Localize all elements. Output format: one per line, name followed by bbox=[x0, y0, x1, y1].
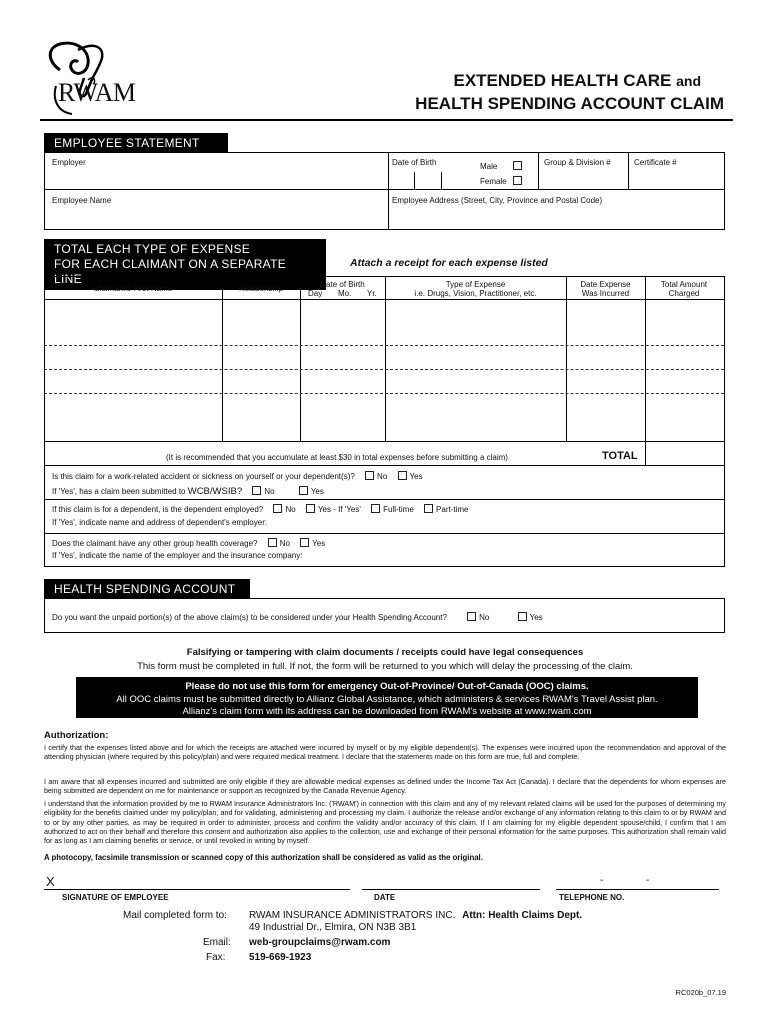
title-and: and bbox=[676, 73, 701, 89]
date-line[interactable] bbox=[362, 889, 540, 890]
form-title-line2: HEALTH SPENDING ACCOUNT CLAIM bbox=[415, 94, 724, 113]
q2-text: If this claim is for a dependent, is the dependent employed? No Yes - If 'Yes' Full-time Part-time bbox=[52, 505, 469, 514]
q1-text: Is this claim for a work-related accident or sickness on yourself or your dependent(s)? No Yes bbox=[52, 472, 423, 481]
mail-address: 49 Industrial Dr., Elmira, ON N3B 3B1 bbox=[249, 922, 417, 933]
title-rule bbox=[40, 119, 733, 121]
email-label: Email: bbox=[203, 937, 231, 948]
col-total-1: Total Amount bbox=[660, 280, 708, 289]
q1-sub-yes-checkbox[interactable] bbox=[299, 486, 308, 495]
photocopy-note: A photocopy, facsimile transmission or scanned copy of this authorization shall be considered as valid as the original. bbox=[44, 853, 483, 862]
recommendation-note: (It is recommended that you accumulate at least $30 in total expenses before submitting a claim) bbox=[166, 453, 508, 462]
col-relationship: Relationship bbox=[238, 284, 284, 293]
col-mo: Mo. bbox=[338, 289, 352, 298]
expenses-header: TOTAL EACH TYPE OF EXPENSE FOR EACH CLAIMANT ON A SEPARATE LINE bbox=[44, 239, 326, 290]
group-division-label: Group & Division # bbox=[544, 158, 611, 167]
q1-sub-no-checkbox[interactable] bbox=[252, 486, 261, 495]
complete-notice: This form must be completed in full. If not, the form will be returned to you which will delay the processing of the claim. bbox=[137, 661, 633, 672]
q3-sub: If 'Yes', indicate the name of the employer and the insurance company: bbox=[52, 551, 303, 560]
phone-label: TELEPHONE NO. bbox=[559, 893, 625, 902]
dob-label: Date of Birth bbox=[392, 158, 437, 167]
q1-no-checkbox[interactable] bbox=[365, 471, 374, 480]
signature-line[interactable] bbox=[44, 889, 350, 890]
female-checkbox[interactable] bbox=[513, 176, 522, 185]
q1-yes-checkbox[interactable] bbox=[398, 471, 407, 480]
col-day: Day bbox=[308, 289, 323, 298]
col-date-2: Was Incurred bbox=[581, 289, 630, 298]
employee-name-label: Employee Name bbox=[52, 196, 112, 205]
hsa-yes-checkbox[interactable] bbox=[518, 612, 527, 621]
form-title-line1 bbox=[454, 71, 702, 91]
employee-statement-header: EMPLOYEE STATEMENT bbox=[44, 133, 228, 153]
col-claimant: Claimant's First Name bbox=[93, 284, 173, 293]
logo-text: RWAM bbox=[58, 78, 136, 107]
male-option[interactable]: Male bbox=[480, 161, 525, 171]
expense-row-divider bbox=[44, 369, 724, 370]
male-checkbox[interactable] bbox=[513, 161, 522, 170]
female-option[interactable]: Female bbox=[480, 176, 525, 186]
phone-line[interactable] bbox=[556, 889, 719, 890]
total-label: TOTAL bbox=[602, 450, 638, 462]
q3-text: Does the claimant have any other group health coverage? No Yes bbox=[52, 539, 326, 548]
authorization-title: Authorization: bbox=[44, 730, 109, 741]
falsify-warning: Falsifying or tampering with claim documents / receipts could have legal consequences bbox=[186, 647, 584, 658]
q3-yes-checkbox[interactable] bbox=[300, 538, 309, 547]
fax-value: 519-669-1923 bbox=[249, 952, 312, 963]
col-yr: Yr. bbox=[367, 289, 377, 298]
authorization-p3: I understand that the information provided by me to RWAM Insurance Administrators Inc. ('RWAM') in connection with this claim and any of my relevant related claims will be used for the purposes of determining my eligibility for the benefits claimed under my policy/plan, and for validating, administering and processing my claim. I authorize the release and/or exchange of any information relating to this claim to or by RWAM and to or by any other parties, as may be required in order to administer, process and confirm the validity and/or accuracy of this claim. If I am claiming for my eligible dependent spouse/child, I confirm that I am authorized to act on their behalf and therefore this consent and authorization also applies to the collection, use and exchange of their personal information for the same purposes. This authorization shall remain valid for as long as I am claiming benefits or service, or until revoked in writing by myself. bbox=[44, 799, 726, 846]
col-dob: Date of Birth bbox=[320, 280, 365, 289]
authorization-p1: I certify that the expenses listed above and for which the receipts are attached were incurred by myself or by my eligible dependent(s). The expenses were incurred upon the recommendation and approval of the attending physician (where required by this policy/plan) and were required medical treatment. I declare that the statements made on this form are true, full and complete. bbox=[44, 743, 726, 762]
employer-label: Employer bbox=[52, 158, 86, 167]
form-code: RC020b_07.19 bbox=[675, 988, 726, 997]
q2-sub: If 'Yes', indicate name and address of dependent's employer: bbox=[52, 518, 268, 527]
phone-dash-2: - bbox=[646, 875, 650, 886]
col-type-2: i.e. Drugs, Vision, Practitioner, etc. bbox=[414, 289, 537, 298]
phone-dash-1: - bbox=[600, 875, 604, 886]
col-total-2: Charged bbox=[668, 289, 700, 298]
col-date-1: Date Expense bbox=[580, 280, 631, 289]
hsa-header: HEALTH SPENDING ACCOUNT bbox=[44, 579, 250, 599]
hsa-no-checkbox[interactable] bbox=[467, 612, 476, 621]
signature-label: SIGNATURE OF EMPLOYEE bbox=[62, 893, 169, 902]
expense-row-divider bbox=[44, 393, 724, 394]
date-label: DATE bbox=[374, 893, 396, 902]
employee-address-label: Employee Address (Street, City, Province and Postal Code) bbox=[392, 196, 603, 205]
expense-row-divider bbox=[44, 345, 724, 346]
attach-note: Attach a receipt for each expense listed bbox=[350, 257, 548, 269]
employee-statement-box bbox=[44, 152, 725, 230]
q2-fulltime-checkbox[interactable] bbox=[371, 504, 380, 513]
q2-parttime-checkbox[interactable] bbox=[424, 504, 433, 513]
mail-company: RWAM INSURANCE ADMINISTRATORS INC. Attn: Health Claims Dept. bbox=[249, 910, 583, 921]
col-type-1: Type of Expense bbox=[445, 280, 506, 289]
q2-yes-checkbox[interactable] bbox=[306, 504, 315, 513]
title-main: EXTENDED HEALTH CARE bbox=[453, 71, 672, 90]
fax-label: Fax: bbox=[206, 952, 226, 963]
ooc-notice: Please do not use this form for emergency Out-of-Province/ Out-of-Canada (OOC) claims. All OOC claims must be submitted directly to Allianz Global Assistance, which administers & services RWAM's Travel Assist plan. Allianz's claim form with its address can be downloaded from RWAM's website at www.rwam.com bbox=[76, 677, 698, 718]
email-value[interactable]: web-groupclaims@rwam.com bbox=[249, 937, 391, 948]
q3-no-checkbox[interactable] bbox=[268, 538, 277, 547]
authorization-p2: I am aware that all expenses incurred and submitted are only eligible if they are allowable medical expenses as defined under the Income Tax Act (Canada). I declare that the dependents for whom expenses are being submitted are dependent on me for maintenance or support as recognized by the Canada Revenue Agency. bbox=[44, 777, 726, 796]
mail-label: Mail completed form to: bbox=[123, 910, 227, 921]
signature-x: X bbox=[46, 874, 55, 889]
q1-sub: If 'Yes', has a claim been submitted to WCB/WSIB? No Yes bbox=[52, 486, 324, 497]
q2-no-checkbox[interactable] bbox=[273, 504, 282, 513]
hsa-question: Do you want the unpaid portion(s) of the above claim(s) to be considered under your Health Spending Account? No Yes bbox=[52, 613, 543, 622]
certificate-label: Certificate # bbox=[634, 158, 677, 167]
